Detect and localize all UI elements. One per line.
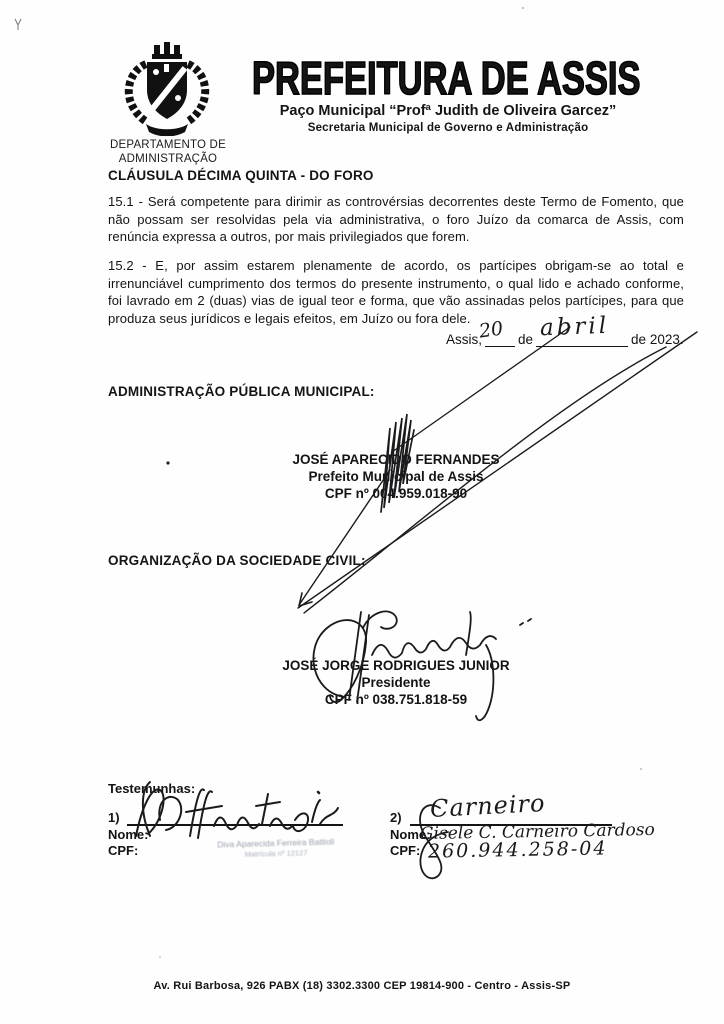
- date-line: [446, 312, 684, 347]
- witness2-cpf-label: CPF:: [390, 843, 421, 858]
- witness2-handwritten-cpf: 260.944.258-04: [427, 837, 608, 863]
- header-subtitle-paco: Paço Municipal “Profª Judith de Oliveira Garcez”: [279, 103, 617, 119]
- handwritten-day: 20: [477, 317, 505, 343]
- witness2-handwritten-name: Gisele C. Carneiro Cardoso: [419, 819, 655, 845]
- witness1-stamp: [201, 836, 351, 861]
- osc-section-heading: ORGANIZAÇÃO DA SOCIEDADE CIVIL:: [108, 553, 366, 568]
- mayor-cpf: CPF nº 004.959.018-90: [324, 486, 468, 501]
- president-signature-block: [108, 657, 684, 708]
- witness1-cpf-label: CPF:: [108, 843, 139, 858]
- witness1-stamp-name: Diva Aparecida Ferreira Battioli: [217, 836, 335, 850]
- date-year: de 2023.: [631, 332, 684, 347]
- witness1-nome-label: Nome:: [108, 827, 149, 842]
- mayor-signature-block: [108, 451, 684, 502]
- date-month-blank: [536, 312, 628, 347]
- witnesses-heading: Testemunhas:: [108, 781, 196, 796]
- header-subtitle-secretaria: Secretaria Municipal de Governo e Administração: [307, 122, 589, 134]
- assis-coat-of-arms-icon: [116, 42, 218, 136]
- date-day-blank: [477, 317, 515, 347]
- witness2-handwritten-signature: Carneiro: [429, 788, 547, 824]
- witness1-stamp-registry: Matrícula nº 12127: [244, 847, 308, 859]
- page-title: PREFEITURA DE ASSIS: [252, 52, 641, 104]
- president-name: JOSÉ JORGE RODRIGUES JUNIOR: [282, 658, 510, 673]
- department-caption: [94, 139, 242, 166]
- department-line2: ADMINISTRAÇÃO: [118, 152, 218, 165]
- clause-heading: CLÁUSULA DÉCIMA QUINTA - DO FORO: [108, 168, 374, 183]
- witness1-signature-line: [127, 824, 343, 826]
- president-cpf: CPF nº 038.751.818-59: [324, 692, 468, 707]
- handwritten-month: abril: [539, 312, 610, 342]
- date-city: Assis,: [446, 332, 483, 347]
- date-connector: de: [518, 332, 534, 347]
- admin-section-heading: ADMINISTRAÇÃO PÚBLICA MUNICIPAL:: [108, 384, 375, 399]
- mayor-role: Prefeito Municipal de Assis: [308, 469, 484, 484]
- president-role: Presidente: [361, 675, 431, 690]
- mayor-name: JOSÉ APARECIDO FERNANDES: [292, 452, 500, 467]
- footer-address: Av. Rui Barbosa, 926 PABX (18) 3302.3300 CEP 19814-900 - Centro - Assis-SP: [153, 980, 571, 992]
- witness1-number: 1): [108, 810, 120, 825]
- witness2-nome-label: Nome:: [390, 827, 431, 842]
- clause-paragraph-15-1: 15.1 - Será competente para dirimir as controvérsias decorrentes deste Termo de Fomento, que não possam ser resolvidas pela via administrativa, o foro Juízo da comarca de Assis, com renúncia expressa a outros, por mais privilegiados que forem.: [108, 194, 684, 244]
- department-line1: DEPARTAMENTO DE: [110, 139, 226, 151]
- witness2-number: 2): [390, 810, 402, 825]
- clause-paragraph-15-2: 15.2 - E, por assim estarem plenamente de acordo, os partícipes obrigam-se ao total e irrenunciável cumprimento dos termos do presente instrumento, o qual lido e achado conforme, foi lavrado em 2 (duas) vias de igual teor e forma, que vão assinadas pelos partícipes, para que produza seus jurídicos e legais efeitos, em Juízo ou fora dele.: [108, 258, 684, 326]
